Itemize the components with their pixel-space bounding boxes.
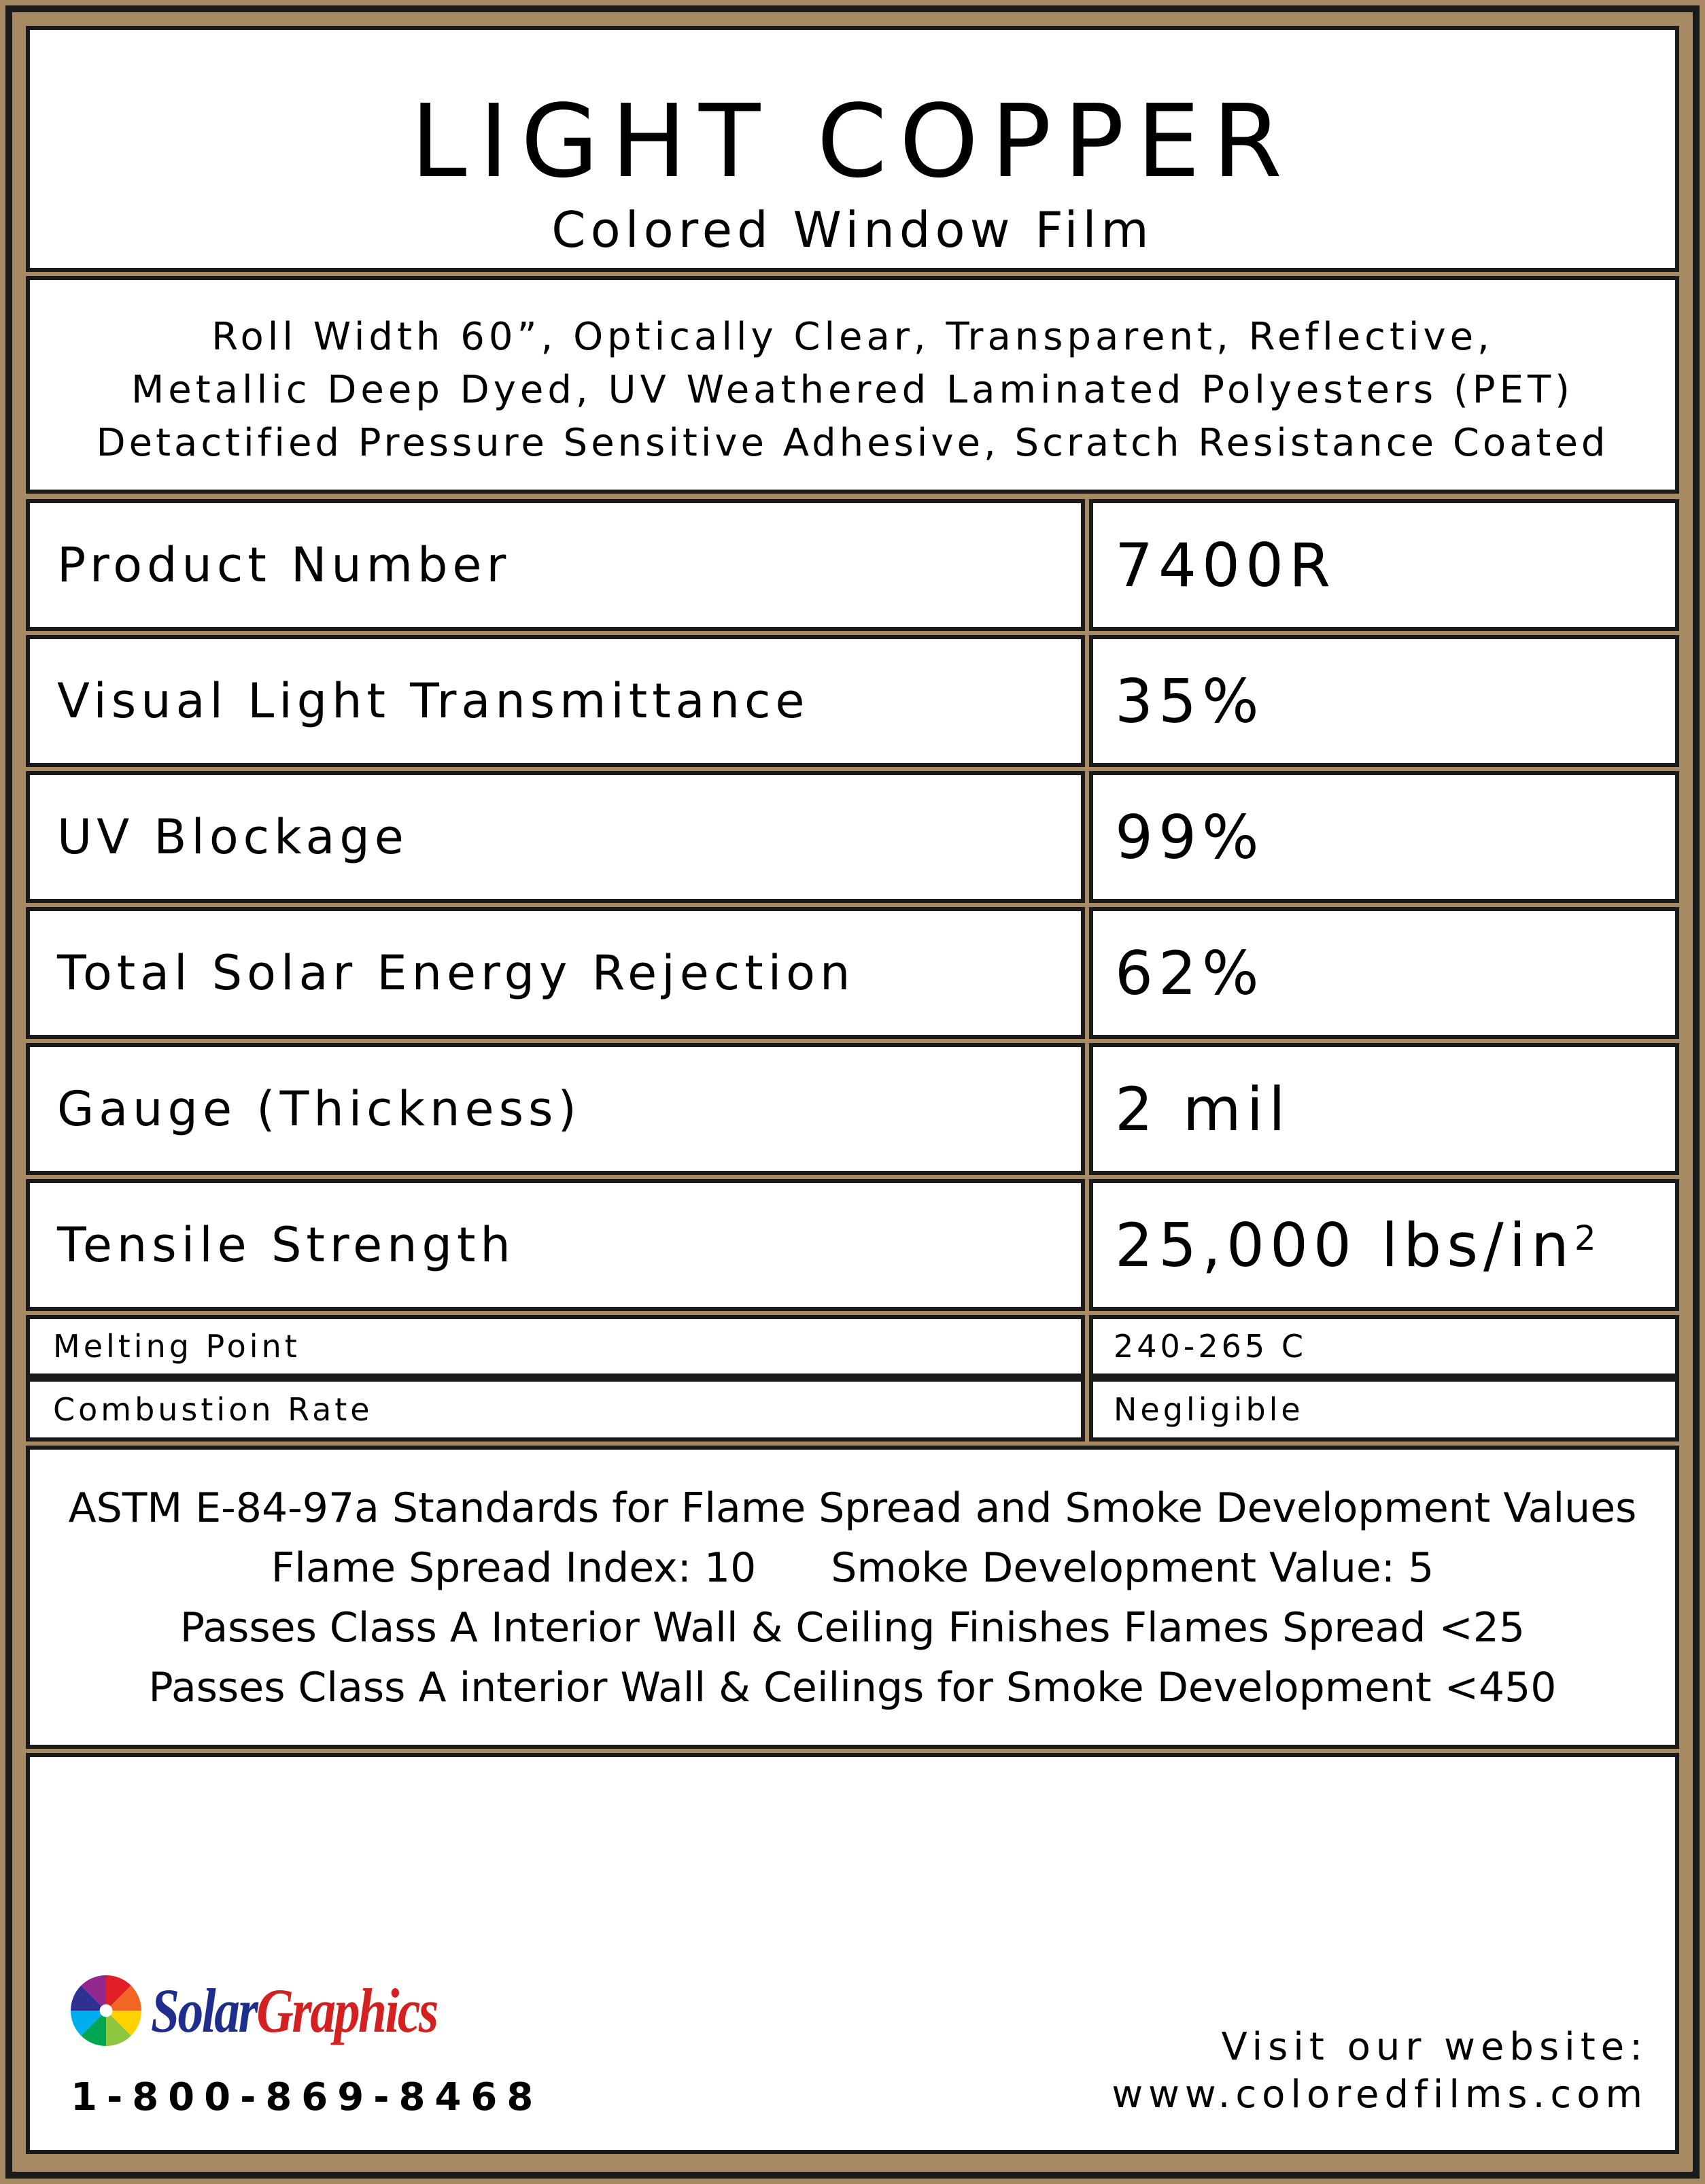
spec-label: Gauge (Thickness): [57, 1081, 581, 1137]
spec-value: 62%: [1115, 938, 1264, 1008]
company-logo: [71, 1975, 500, 2047]
spec-value-cell: [1089, 635, 1679, 767]
standards-panel: [26, 1446, 1679, 1749]
logo-word-graphics: Graphics: [256, 1976, 437, 2045]
class-flame-spread: Passes Class A Interior Wall & Ceiling Finishes Flames Spread <25: [179, 1604, 1526, 1652]
spec-label-cell: [26, 1179, 1085, 1311]
spec-value: 35%: [1115, 666, 1264, 736]
logo-word-solar: Solar: [151, 1976, 257, 2045]
spec-value: [1115, 1183, 1602, 1307]
minor-spec-value-cell: [1089, 1315, 1679, 1378]
spec-value-cell: [1089, 1179, 1679, 1311]
spec-value: 7400R: [1115, 530, 1337, 600]
color-wheel-icon: [71, 1975, 141, 2046]
description-panel: [26, 276, 1679, 494]
spec-label-cell: [26, 907, 1085, 1039]
product-subtitle: Colored Window Film: [551, 201, 1154, 258]
spec-label: Visual Light Transmittance: [57, 673, 810, 729]
flame-spread-index: Flame Spread Index: 10: [271, 1544, 757, 1592]
minor-spec-label: Melting Point: [53, 1328, 300, 1365]
product-title: LIGHT COPPER: [410, 83, 1295, 200]
tensile-value-superscript: 2: [1574, 1218, 1602, 1258]
minor-spec-value: Negligible: [1114, 1391, 1304, 1428]
spec-label-cell: [26, 771, 1085, 903]
minor-spec-label-cell: [26, 1315, 1085, 1378]
standards-heading: ASTM E-84-97a Standards for Flame Spread and Smoke Development Values: [68, 1484, 1637, 1532]
spec-value: 99%: [1115, 802, 1264, 872]
title-panel: [26, 26, 1679, 272]
class-smoke-development: Passes Class A interior Wall & Ceilings for Smoke Development <450: [148, 1664, 1557, 1711]
spec-label: Tensile Strength: [57, 1217, 515, 1273]
description-line: Detactified Pressure Sensitive Adhesive, Scratch Resistance Coated: [96, 421, 1609, 465]
minor-spec-value: 240-265 C: [1114, 1328, 1307, 1365]
smoke-development-value: Smoke Development Value: 5: [831, 1544, 1434, 1592]
spec-value-cell: [1089, 499, 1679, 631]
phone-number: 1-800-869-8468: [71, 2075, 543, 2119]
spec-value: 2 mil: [1115, 1074, 1291, 1144]
website-link[interactable]: www.coloredfilms.com: [1112, 2072, 1648, 2117]
spec-value-cell: [1089, 907, 1679, 1039]
spec-label: Product Number: [57, 537, 511, 593]
description-line: Metallic Deep Dyed, UV Weathered Laminated Polyesters (PET): [131, 368, 1574, 412]
spec-value-cell: [1089, 1043, 1679, 1175]
company-logo-text: [151, 1975, 437, 2047]
spec-label-cell: [26, 635, 1085, 767]
spec-value-cell: [1089, 771, 1679, 903]
spec-label: Total Solar Energy Rejection: [57, 945, 855, 1001]
standards-values: [30, 1544, 1675, 1592]
description-line: Roll Width 60”, Optically Clear, Transparent, Reflective,: [211, 315, 1494, 359]
spec-label-cell: [26, 499, 1085, 631]
minor-spec-label: Combustion Rate: [53, 1391, 373, 1428]
footer-panel: [26, 1753, 1679, 2154]
website-label: Visit our website:: [1221, 2025, 1648, 2069]
spec-label: UV Blockage: [57, 809, 409, 865]
minor-spec-value-cell: [1089, 1378, 1679, 1441]
minor-spec-label-cell: [26, 1378, 1085, 1441]
spec-label-cell: [26, 1043, 1085, 1175]
tensile-value-text: 25,000 lbs/in: [1115, 1210, 1574, 1280]
